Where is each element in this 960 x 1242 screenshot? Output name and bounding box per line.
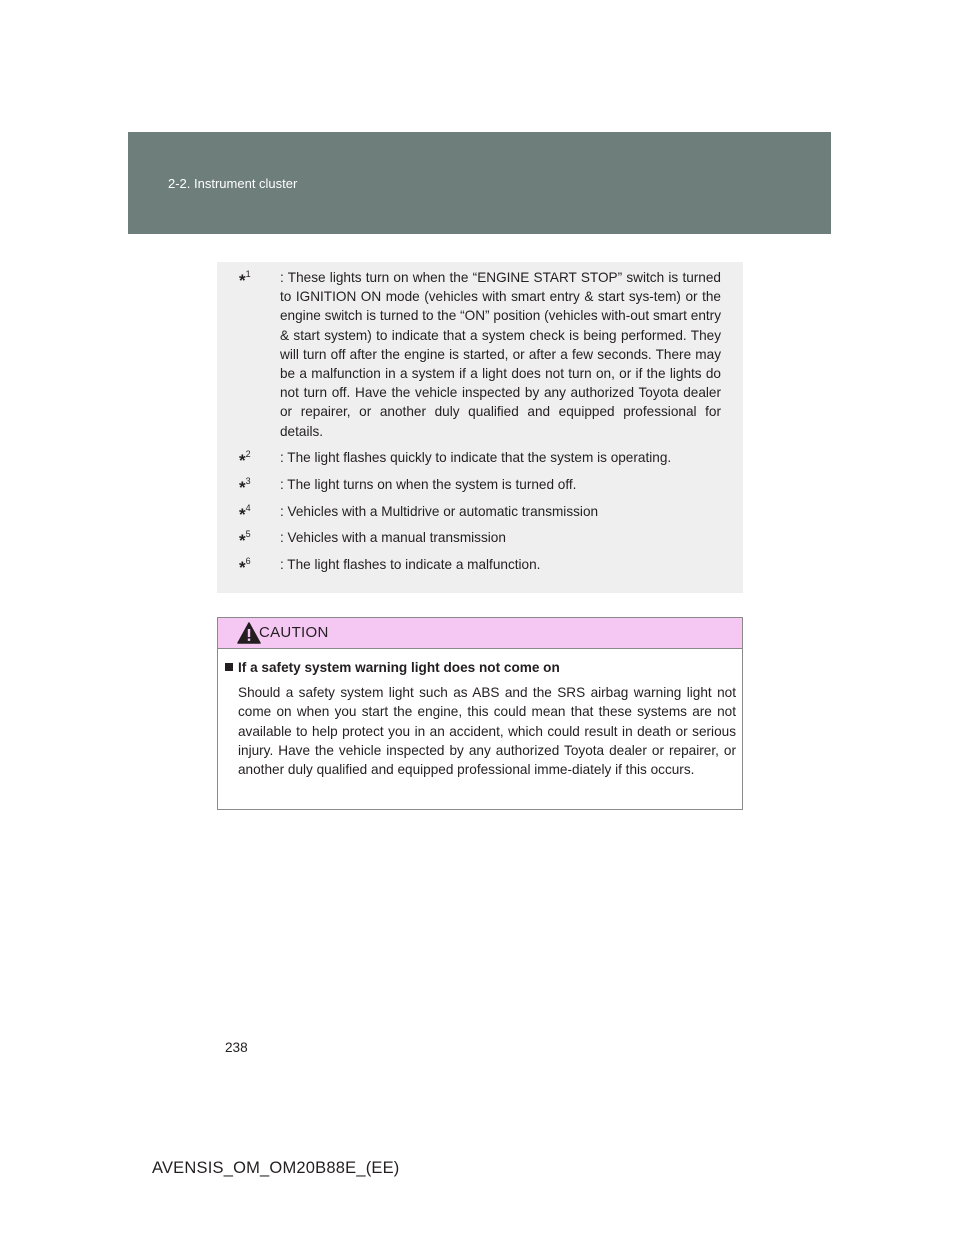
footnote-2: [239, 448, 721, 471]
caution-header: [218, 618, 742, 649]
page-number: 238: [225, 1040, 248, 1055]
document-code: AVENSIS_OM_OM20B88E_(EE): [152, 1159, 400, 1177]
caution-box: [217, 617, 743, 810]
caution-text: Should a safety system light such as ABS and the SRS airbag warning light not come on when you start the engine, this could mean that these systems are not available to help protect you in an accident, which could result in death or serious injury. Have the vehicle inspected by any authorized Toyota dealer or repairer, or another duly qualified and equipped professional imme-diately if this occurs.: [238, 685, 736, 778]
square-bullet-icon: [225, 663, 233, 671]
footnote-marker: *$^6$: [239, 556, 251, 578]
footnote-1: [239, 268, 721, 441]
footnote-6: [239, 555, 721, 578]
footnote-marker: *$^4$: [239, 502, 251, 524]
caution-body: [218, 649, 742, 779]
footnote-5: [239, 528, 721, 551]
footnote-text: : The light flashes to indicate a malfunction.: [280, 557, 541, 573]
footnote-text: : The light flashes quickly to indicate that the system is operating.: [280, 450, 672, 466]
footnotes-box: [217, 262, 743, 593]
footnote-marker: *$^5$: [239, 529, 251, 551]
footnote-text: : These lights turn on when the “ENGINE START STOP” switch is turned to IGNITION ON mode (vehicles with smart entry & start sys-tem) or the engine switch is turned to the “ON” position (vehicles with-out smart entry & start system) to indicate that a system check is being performed. They will turn off after the engine is started, or after a few seconds. There may be a malfunction in a system if a light does not turn on, or if the lights do not turn off. Have the vehicle inspected by any authorized Toyota dealer or repairer, or another duly qualified and equipped professional for details.: [280, 270, 721, 439]
footnote-3: [239, 475, 721, 498]
warning-triangle-icon: [237, 622, 261, 644]
footnote-text: : The light turns on when the system is turned off.: [280, 477, 577, 493]
caution-title: CAUTION: [259, 624, 329, 641]
caution-heading: If a safety system warning light does not come on: [224, 658, 736, 677]
footnote-marker: *$^1$: [239, 269, 251, 290]
footnote-text: : Vehicles with a manual transmission: [280, 530, 506, 546]
section-header-bar: [128, 132, 831, 234]
footnote-4: [239, 502, 721, 524]
footnote-marker: *$^3$: [239, 476, 251, 498]
footnote-marker: *$^2$: [239, 449, 251, 471]
section-title: 2-2. Instrument cluster: [168, 176, 298, 191]
footnote-text: : Vehicles with a Multidrive or automatic transmission: [280, 503, 599, 519]
